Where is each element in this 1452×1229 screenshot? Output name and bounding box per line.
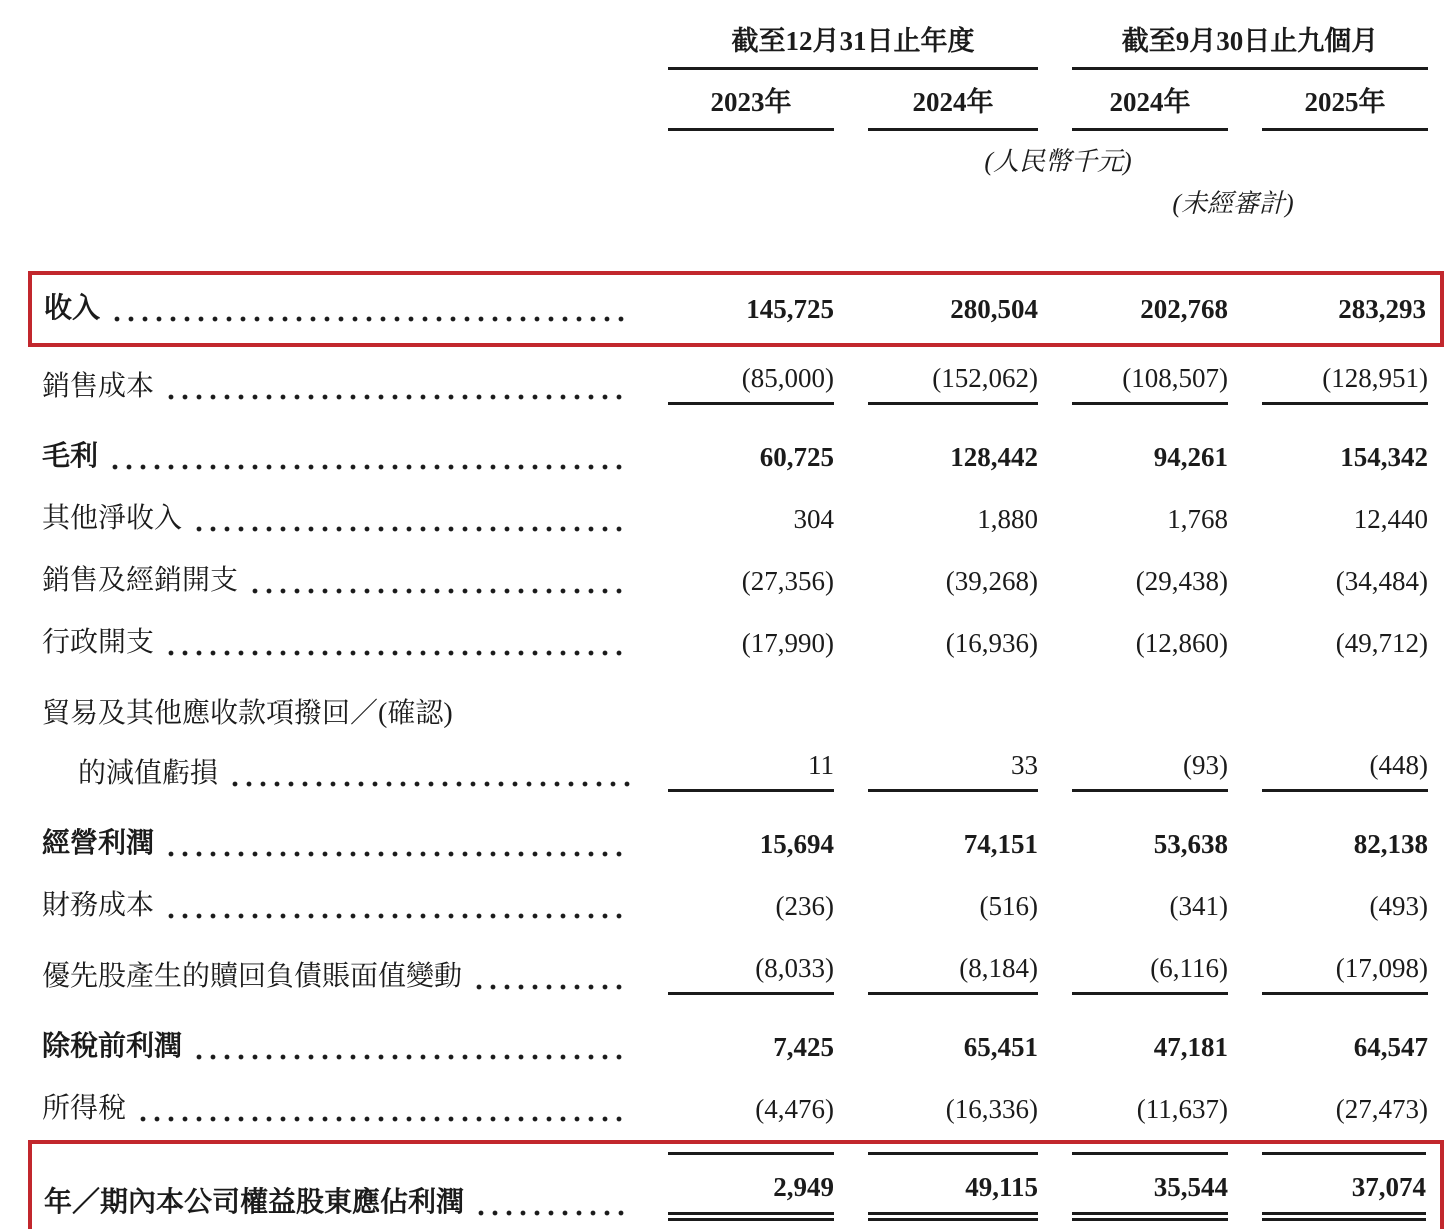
dot-leader bbox=[478, 1210, 630, 1216]
value-cell: (236) bbox=[775, 891, 834, 921]
row-label: 經營利潤 bbox=[42, 828, 155, 859]
value-cell: (27,473) bbox=[1335, 1094, 1428, 1124]
value-cell: (4,476) bbox=[755, 1094, 834, 1124]
row-other-net-income bbox=[30, 488, 1442, 550]
row-profit-before-tax bbox=[30, 999, 1442, 1078]
value-cell: 154,342 bbox=[1340, 442, 1428, 472]
dot-leader bbox=[196, 1054, 630, 1060]
value-cell: (128,951) bbox=[1262, 360, 1428, 405]
dot-leader bbox=[232, 781, 630, 787]
dot-leader bbox=[476, 984, 630, 990]
year-header-2023: 2023年 bbox=[634, 70, 834, 131]
value-cell: 33 bbox=[868, 747, 1038, 792]
value-cell: 128,442 bbox=[950, 442, 1038, 472]
row-impairment-reversal-label bbox=[30, 674, 1442, 734]
row-gross-profit bbox=[30, 409, 1442, 488]
value-cell: 15,694 bbox=[759, 829, 834, 859]
value-cell: 49,115 bbox=[868, 1152, 1038, 1221]
label-column-header bbox=[30, 24, 634, 70]
row-label: 行政開支 bbox=[42, 627, 155, 658]
dot-leader bbox=[112, 464, 630, 470]
value-cell: (16,336) bbox=[945, 1094, 1038, 1124]
row-label: 收入 bbox=[44, 293, 101, 324]
row-impairment-loss bbox=[30, 734, 1442, 796]
value-cell: 304 bbox=[793, 504, 834, 534]
value-cell: (16,936) bbox=[945, 628, 1038, 658]
value-cell: 7,425 bbox=[773, 1032, 834, 1062]
row-label: 的減值虧損 bbox=[78, 758, 219, 789]
row-label: 所得稅 bbox=[42, 1093, 127, 1124]
dot-leader bbox=[168, 851, 630, 857]
row-cost-of-sales bbox=[30, 345, 1442, 409]
period-group-nine-months bbox=[1038, 24, 1442, 70]
row-label: 銷售成本 bbox=[42, 371, 155, 402]
row-finance-costs bbox=[30, 875, 1442, 937]
currency-note-row bbox=[30, 131, 1442, 179]
period-group-year-ended-label: 截至12月31日止年度 bbox=[668, 24, 1038, 70]
row-label: 優先股產生的贖回負債賬面值變動 bbox=[42, 961, 463, 992]
value-cell: (17,990) bbox=[741, 628, 834, 658]
value-cell: 60,725 bbox=[759, 442, 834, 472]
row-label: 除稅前利潤 bbox=[42, 1031, 183, 1062]
year-header-2025-9m: 2025年 bbox=[1228, 70, 1442, 131]
value-cell: 47,181 bbox=[1153, 1032, 1228, 1062]
dot-leader bbox=[168, 394, 630, 400]
value-cell: 145,725 bbox=[746, 294, 834, 324]
row-profit-attributable-to-equity-shareholders bbox=[30, 1142, 1442, 1229]
value-cell: (93) bbox=[1072, 747, 1228, 792]
dot-leader bbox=[196, 526, 630, 532]
value-cell: 94,261 bbox=[1153, 442, 1228, 472]
row-label: 毛利 bbox=[42, 441, 99, 472]
value-cell: (34,484) bbox=[1335, 566, 1428, 596]
value-cell: (85,000) bbox=[668, 360, 834, 405]
row-label: 銷售及經銷開支 bbox=[42, 565, 239, 596]
value-cell: 74,151 bbox=[963, 829, 1038, 859]
period-group-nine-months-label: 截至9月30日止九個月 bbox=[1072, 24, 1428, 70]
value-cell: 2,949 bbox=[668, 1152, 834, 1221]
value-cell: (493) bbox=[1369, 891, 1428, 921]
value-cell: 280,504 bbox=[950, 294, 1038, 324]
dot-leader bbox=[168, 650, 630, 656]
dot-leader bbox=[140, 1116, 630, 1122]
income-statement-table bbox=[28, 24, 1444, 1229]
value-cell: (6,116) bbox=[1072, 950, 1228, 995]
value-cell: 35,544 bbox=[1072, 1152, 1228, 1221]
value-cell: (516) bbox=[979, 891, 1038, 921]
year-header-2024-9m: 2024年 bbox=[1038, 70, 1228, 131]
value-cell: (12,860) bbox=[1135, 628, 1228, 658]
value-cell: 283,293 bbox=[1338, 294, 1426, 324]
value-cell: 65,451 bbox=[963, 1032, 1038, 1062]
period-group-year-ended bbox=[634, 24, 1038, 70]
row-selling-distribution-expenses bbox=[30, 550, 1442, 612]
unaudited-note: (未經審計) bbox=[1172, 189, 1294, 218]
row-income-tax bbox=[30, 1078, 1442, 1142]
row-preferred-shares-redemption-change bbox=[30, 937, 1442, 999]
value-cell: 53,638 bbox=[1153, 829, 1228, 859]
row-label: 貿易及其他應收款項撥回／(確認) bbox=[42, 698, 453, 729]
currency-unit-note: (人民幣千元) bbox=[984, 147, 1132, 176]
value-cell: 11 bbox=[668, 747, 834, 792]
dot-leader bbox=[252, 588, 630, 594]
value-cell: (152,062) bbox=[868, 360, 1038, 405]
row-label: 年／期內本公司權益股東應佔利潤 bbox=[44, 1187, 465, 1218]
value-cell: (8,184) bbox=[868, 950, 1038, 995]
year-header-2024: 2024年 bbox=[834, 70, 1038, 131]
value-cell: (108,507) bbox=[1072, 360, 1228, 405]
value-cell: 1,768 bbox=[1167, 504, 1228, 534]
period-group-row bbox=[30, 24, 1442, 70]
value-cell: (29,438) bbox=[1135, 566, 1228, 596]
value-cell: 1,880 bbox=[977, 504, 1038, 534]
value-cell: (8,033) bbox=[668, 950, 834, 995]
year-header-row bbox=[30, 70, 1442, 131]
row-label: 財務成本 bbox=[42, 890, 155, 921]
value-cell: (39,268) bbox=[945, 566, 1038, 596]
row-label: 其他淨收入 bbox=[42, 503, 183, 534]
row-operating-profit bbox=[30, 796, 1442, 875]
dot-leader bbox=[168, 913, 630, 919]
value-cell: (17,098) bbox=[1262, 950, 1428, 995]
value-cell: (448) bbox=[1262, 747, 1428, 792]
value-cell: (49,712) bbox=[1335, 628, 1428, 658]
value-cell: (341) bbox=[1169, 891, 1228, 921]
unaudited-note-row bbox=[30, 179, 1442, 273]
row-administrative-expenses bbox=[30, 612, 1442, 674]
value-cell: 82,138 bbox=[1353, 829, 1428, 859]
dot-leader bbox=[114, 316, 630, 322]
value-cell: 12,440 bbox=[1353, 504, 1428, 534]
value-cell: (27,356) bbox=[741, 566, 834, 596]
value-cell: 37,074 bbox=[1262, 1152, 1426, 1221]
value-cell: (11,637) bbox=[1136, 1094, 1228, 1124]
value-cell: 202,768 bbox=[1140, 294, 1228, 324]
row-revenue bbox=[30, 273, 1442, 345]
year-header-spacer bbox=[30, 70, 634, 131]
value-cell: 64,547 bbox=[1353, 1032, 1428, 1062]
